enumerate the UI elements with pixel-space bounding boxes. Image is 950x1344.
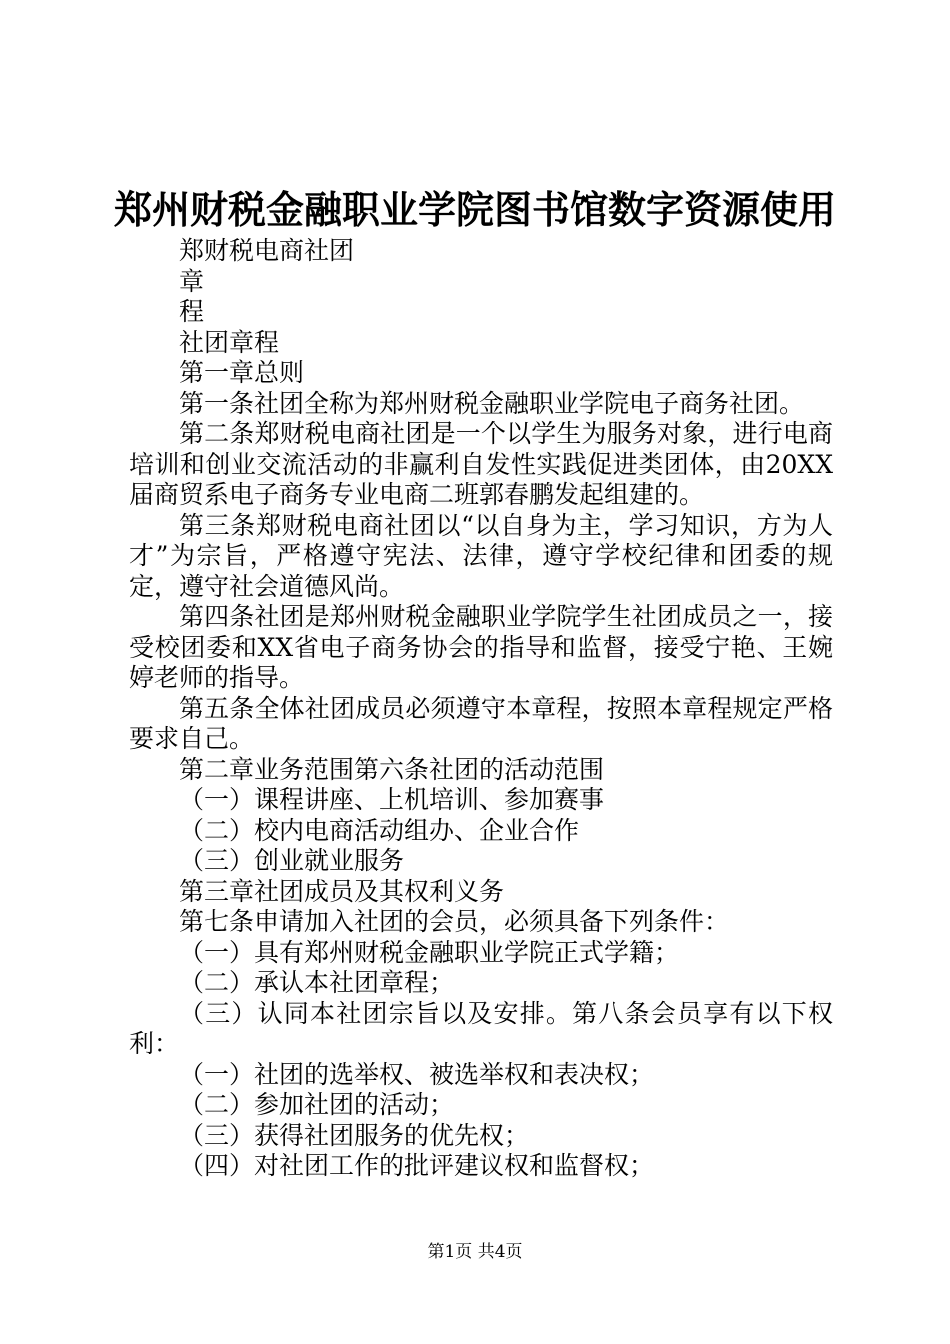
list-item: （一）社团的选举权、被选举权和表决权； <box>179 1059 655 1089</box>
article-paragraph: 第五条全体社团成员必须遵守本章程，按照本章程规定严格要求自己。 <box>129 693 833 753</box>
article-line: 第七条申请加入社团的会员，必须具备下列条件： <box>179 907 730 936</box>
list-item: （二）参加社团的活动； <box>179 1090 455 1119</box>
list-item: （二）校内电商活动组办、企业合作 <box>179 815 580 845</box>
list-item: （二）承认本社团章程； <box>179 968 455 997</box>
article-paragraph: 第三条郑财税电商社团以“以自身为主，学习知识，方为人才”为宗旨，严格遵守宪法、法律，遵守学校纪律和团委的规定，遵守社会道德风尚。 <box>129 510 833 601</box>
article-paragraph: 第二条郑财税电商社团是一个以学生为服务对象，进行电商培训和创业交流活动的非赢利自发性实践促进类团体，由20XX届商贸系电子商务专业电商二班郭春鹏发起组建的。 <box>129 419 833 509</box>
list-item: （三）创业就业服务 <box>179 846 405 875</box>
chapter-heading: 第一章总则 <box>179 358 305 387</box>
article-line: 第一条社团全称为郑州财税金融职业学院电子商务社团。 <box>179 388 805 418</box>
page-footer: 第1页 共4页 <box>427 1242 523 1262</box>
text-line: 章 <box>179 266 205 296</box>
list-item: （四）对社团工作的批评建议权和监督权； <box>179 1151 655 1180</box>
text-line: 社团章程 <box>179 327 280 357</box>
page-title: 郑州财税金融职业学院图书馆数字资源使用 <box>113 187 836 232</box>
text-line: 程 <box>179 297 205 326</box>
chapter-heading: 第二章业务范围第六条社团的活动范围 <box>179 754 605 784</box>
article-paragraph: （三）认同本社团宗旨以及安排。第八条会员享有以下权利： <box>129 998 833 1058</box>
document-body <box>129 236 833 1182</box>
list-item: （一）具有郑州财税金融职业学院正式学籍； <box>179 937 680 967</box>
list-item: （三）获得社团服务的优先权； <box>179 1120 530 1150</box>
list-item: （一）课程讲座、上机培训、参加赛事 <box>179 785 605 814</box>
text-line: 郑财税电商社团 <box>179 236 355 265</box>
article-paragraph: 第四条社团是郑州财税金融职业学院学生社团成员之一，接受校团委和XX省电子商务协会的指导和监督，接受宁艳、王婉婷老师的指导。 <box>129 602 833 692</box>
chapter-heading: 第三章社团成员及其权利义务 <box>179 876 505 906</box>
